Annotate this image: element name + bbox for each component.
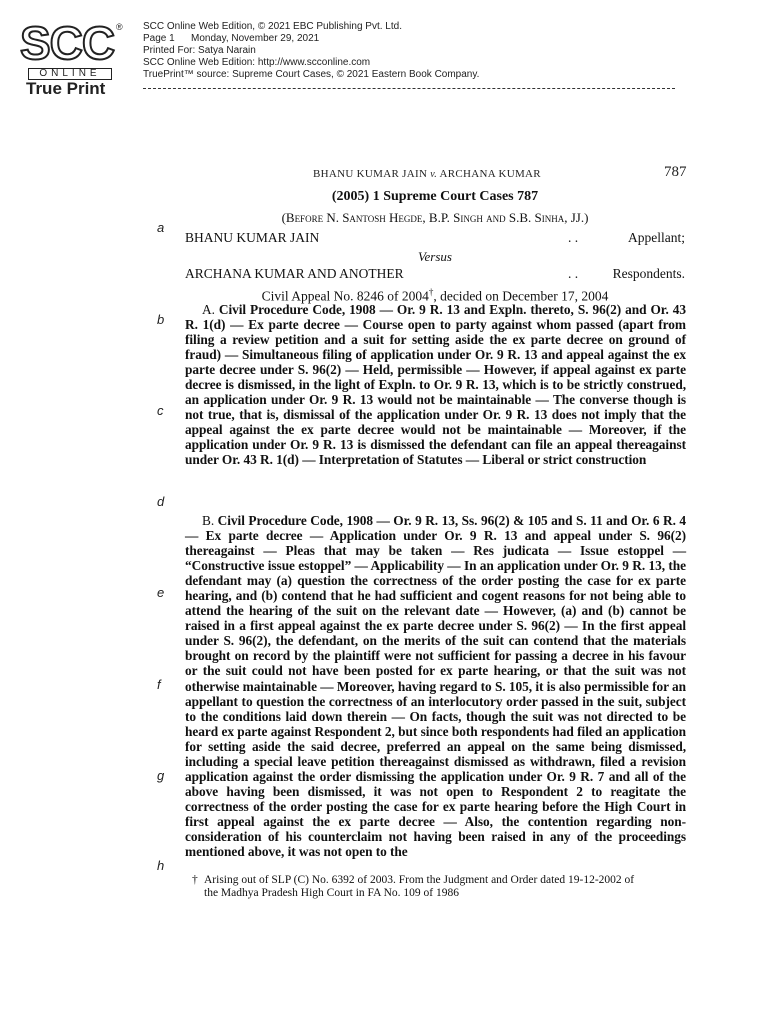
running-head-v: v. (430, 169, 438, 180)
appeal-number: Civil Appeal No. 8246 of 2004 (261, 288, 429, 304)
headnote-b-lead: B. (202, 513, 215, 528)
scc-online-logo (16, 17, 123, 98)
footnote-line-1 (192, 874, 692, 887)
print-header-source: TruePrint™ source: Supreme Court Cases, © 2021 Eastern Book Company. (143, 69, 480, 81)
print-header-web-edition: SCC Online Web Edition: http://www.scconline.com (143, 57, 371, 69)
margin-mark-c: c (157, 403, 164, 418)
respondent-dots: . . (568, 266, 579, 281)
margin-mark-g: g (157, 768, 165, 783)
print-header-copyright: SCC Online Web Edition, © 2021 EBC Publishing Pvt. Ltd. (143, 21, 402, 32)
logo-product: True Print (26, 79, 106, 98)
margin-mark-f: f (157, 677, 161, 692)
decision-date: , decided on December 17, 2004 (433, 288, 609, 304)
margin-mark-b: b (157, 312, 165, 327)
margin-mark-e: e (157, 585, 165, 600)
respondent-row (185, 266, 685, 284)
appellant-dots: . . (568, 230, 579, 245)
footnote-text-1: Arising out of SLP (C) No. 6392 of 2003. From the Judgment and Order dated 19-12-2002 of (204, 874, 635, 886)
bench-line: (Before N. Santosh Hegde, B.P. Singh and S.B. Sinha, JJ.) (281, 210, 589, 225)
respondent-role: Respondents. (612, 266, 685, 281)
versus-label: Versus (418, 249, 452, 264)
headnote-a-text: Civil Procedure Code, 1908 — Or. 9 R. 13 and Expln. thereto, S. 96(2) and Or. 43 R. 1(d) — Ex parte decree — Course open to party against whom passed (apart from filing a review petition and a suit for setting aside the ex parte decree on ground of fraud) — Simultaneous filing of application under Or. 9 R. 13 and appeal against the ex parte decree under S. 96(2) — Held, permissible — However, if appeal against ex parte decree is dismissed, in the light of Expln. to Or. 9 R. 13, which is to be strictly construed, an application under Or. 9 R. 13 would not be maintainable — The converse though is not true, that is, dismissal of the application under Or. 9 R. 13 does not imply that the appeal against the ex parte decree would not be maintainable — Moreover, if the application under Or. 9 R. 13 is dismissed the defendant can file an appeal thereagainst under Or. 43 R. 1(d) — Interpretation of Statutes — Liberal or strict construction (185, 302, 686, 468)
case-citation: (2005) 1 Supreme Court Cases 787 (331, 189, 539, 204)
headnote-b (185, 513, 686, 859)
footnote (192, 874, 692, 900)
appellant-role: Appellant; (628, 230, 685, 245)
margin-mark-d: d (157, 494, 165, 509)
page-number: 787 (664, 164, 687, 180)
margin-mark-h: h (157, 858, 165, 873)
logo-online-label: ONLINE (28, 68, 112, 80)
print-header-page: Page 1 (143, 33, 175, 45)
margin-mark-a: a (157, 220, 165, 235)
appellant-name: BHANU KUMAR JAIN (185, 230, 320, 245)
header-divider (143, 88, 675, 89)
appeal-dagger: † (428, 287, 434, 297)
headnote-a (185, 302, 686, 468)
footnote-text-2: the Madhya Pradesh High Court in FA No. 109 of 1986 (204, 887, 460, 899)
print-header-date: Monday, November 29, 2021 (191, 33, 320, 45)
running-head-left: BHANU KUMAR JAIN (313, 168, 428, 180)
print-header-printed-for: Printed For: Satya Narain (143, 45, 256, 57)
respondent-name: ARCHANA KUMAR AND ANOTHER (185, 266, 404, 281)
print-header-page-line (143, 33, 703, 45)
appellant-row (185, 230, 685, 248)
headnote-b-text: Civil Procedure Code, 1908 — Or. 9 R. 13, Ss. 96(2) & 105 and S. 11 and Or. 6 R. 4 — Ex parte decree — Application under Or. 9 R. 13 and appeal under S. 96(2) thereagainst — Pleas that may be taken — Res judicata — Issue estoppel — “Constructive issue estoppel” — Applicability — In an application under Or. 9 R. 13, the defendant may (a) question the correctness of the order posting the case for ex parte hearing, and (b) contend that he had sufficient and cogent reasons for not being able to attend the hearing of the suit on the relevant date — However, (a) and (b) cannot be raised in a first appeal against the ex parte decree under S. 96(2) — In the first appeal under S. 96(2), the defendant, on the merits of the suit can contend that the materials brought on record by the plaintiff were not sufficient for passing a decree in his favour or the suit could not have been posted for ex parte hearing, or that the suit was not otherwise maintainable — Moreover, having regard to S. 105, it is also permissible for an appellant to question the correctness of an interlocutory order passed in the suit, subject to the conditions laid down therein — On facts, though the suit was not directed to be heard ex parte against Respondent 2, but since both respondents had filed an application for setting aside the said decree, preferred an appeal on the same being dismissed, including a special leave petition thereagainst dismissed as withdrawn, filed a revision application against the order dismissing the application under Or. 9 R. 7 and all of the above having been dismissed, it was not open to Respondent 2 to reagitate the correctness of the order posting the case for ex parte hearing before the High Court in first appeal against the ex parte decree — Also, the contention regarding non-consideration of his counterclaim not having been raised in any of the proceedings mentioned above, it was not open to the (185, 513, 686, 860)
footnote-dagger: † (192, 874, 198, 886)
print-header (143, 21, 703, 81)
logo-registered-mark: ® (116, 22, 123, 32)
running-head (313, 168, 541, 180)
headnote-a-lead: A. (202, 302, 215, 317)
logo-brand: SCC (20, 17, 115, 69)
running-head-right: ARCHANA KUMAR (439, 168, 541, 180)
